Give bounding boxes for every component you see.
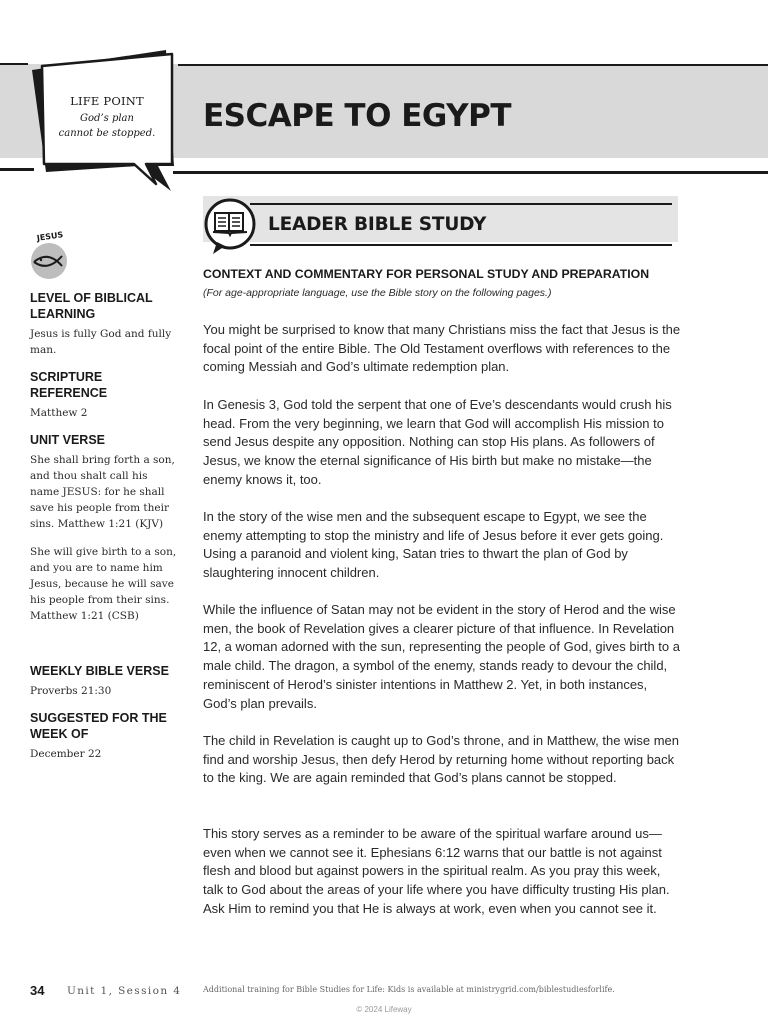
unit-session: Unit 1, Session 4 xyxy=(67,985,182,997)
context-note: (For age-appropriate language, use the Bible story on the following pages.) xyxy=(203,287,552,299)
header-rule xyxy=(173,171,768,174)
context-heading: CONTEXT AND COMMENTARY FOR PERSONAL STUDY AND PREPARATION xyxy=(203,267,650,281)
header-rule xyxy=(178,64,768,66)
weekly-verse-heading: WEEKLY BIBLE VERSE xyxy=(30,664,169,678)
level-heading: LEVEL OF BIBLICAL LEARNING xyxy=(30,291,153,321)
banner-rule xyxy=(250,244,672,246)
life-point-title: LIFE POINT xyxy=(70,94,144,108)
book-icon xyxy=(203,196,259,256)
body-paragraph: The child in Revelation is caught up to God’s throne, and in Matthew, the wise men find and worship Jesus, then defy Herod by returning home without reporting back to the king. We are again reminded that God’s plans cannot be stopped. xyxy=(203,733,679,786)
level-text: Jesus is fully God and fully man. xyxy=(30,328,172,356)
unit-verse-heading: UNIT VERSE xyxy=(30,433,106,447)
scripture-heading: SCRIPTURE REFERENCE xyxy=(30,370,108,400)
body-paragraph: You might be surprised to know that many Christians miss the fact that Jesus is the focal point of the entire Bible. The Old Testament overflows with references to the coming Messiah and God’s ultimate redemption plan. xyxy=(203,322,681,375)
page-number: 34 xyxy=(30,983,45,998)
suggested-heading: SUGGESTED FOR THE WEEK OF xyxy=(30,711,167,741)
body-paragraph: While the influence of Satan may not be evident in the story of Herod and the wise men, the book of Revelation gives a clearer picture of that influence. In Revelation 12, a woman adorned with the sun, representing the people of God, gives birth to a male child. The dragon, a symbol of the enemy, stands ready to devour the child, reminiscent of Herod’s sinister intentions in Matthew 2. Yet, in both instances, God’s plan prevails. xyxy=(203,602,680,711)
page-title: ESCAPE TO EGYPT xyxy=(203,98,511,134)
footer-note: Additional training for Bible Studies for Life: Kids is available at ministrygrid.com/biblestudiesforlife. xyxy=(203,985,615,994)
copyright: © 2024 Lifeway xyxy=(356,1005,412,1014)
body-paragraph: In the story of the wise men and the subsequent escape to Egypt, we see the enemy attempting to stop the ministry and life of Jesus before it ever gets going. Using a paranoid and violent king, Satan tries to thwart the plan of God by slaughtering innocent children. xyxy=(203,509,664,581)
life-point-line: cannot be stopped. xyxy=(58,128,156,139)
unit-verse-kjv: She shall bring forth a son, and thou shalt call his name JESUS: for he shall save his people from their sins. Matthew 1:21 (KJV) xyxy=(30,454,175,530)
header-rule xyxy=(0,63,28,65)
scripture-text: Matthew 2 xyxy=(30,407,88,419)
life-point-line: God’s plan xyxy=(80,113,134,124)
body-paragraph: This story serves as a reminder to be aware of the spiritual warfare around us—even when we cannot see it. Ephesians 6:12 warns that our battle is not against flesh and blood but against powers in the spiritual realm. As you pray this week, talk to God about the areas of your life where you have difficulty trusting His plan. Ask Him to remind you that He is always at work, even when you cannot see it. xyxy=(203,826,670,916)
suggested-text: December 22 xyxy=(30,748,102,760)
body-paragraph: In Genesis 3, God told the serpent that one of Eve’s descendants would crush his head. From the very beginning, we learn that God will accomplish His mission to send Jesus despite any opposition. Nothing can stop His plans. As followers of Jesus, we know the eternal significance of His birth but make no mistake—the enemy knows it, too. xyxy=(203,397,672,487)
jesus-icon-label: JESUS xyxy=(36,230,64,243)
life-point-text xyxy=(46,111,168,141)
banner-rule xyxy=(250,203,672,205)
jesus-fish-icon xyxy=(28,228,78,280)
leader-study-heading: LEADER BIBLE STUDY xyxy=(268,214,487,235)
unit-verse-csb: She will give birth to a son, and you are to name him Jesus, because he will save his people from their sins. Matthew 1:21 (CSB) xyxy=(30,546,177,622)
weekly-verse-text: Proverbs 21:30 xyxy=(30,685,112,697)
